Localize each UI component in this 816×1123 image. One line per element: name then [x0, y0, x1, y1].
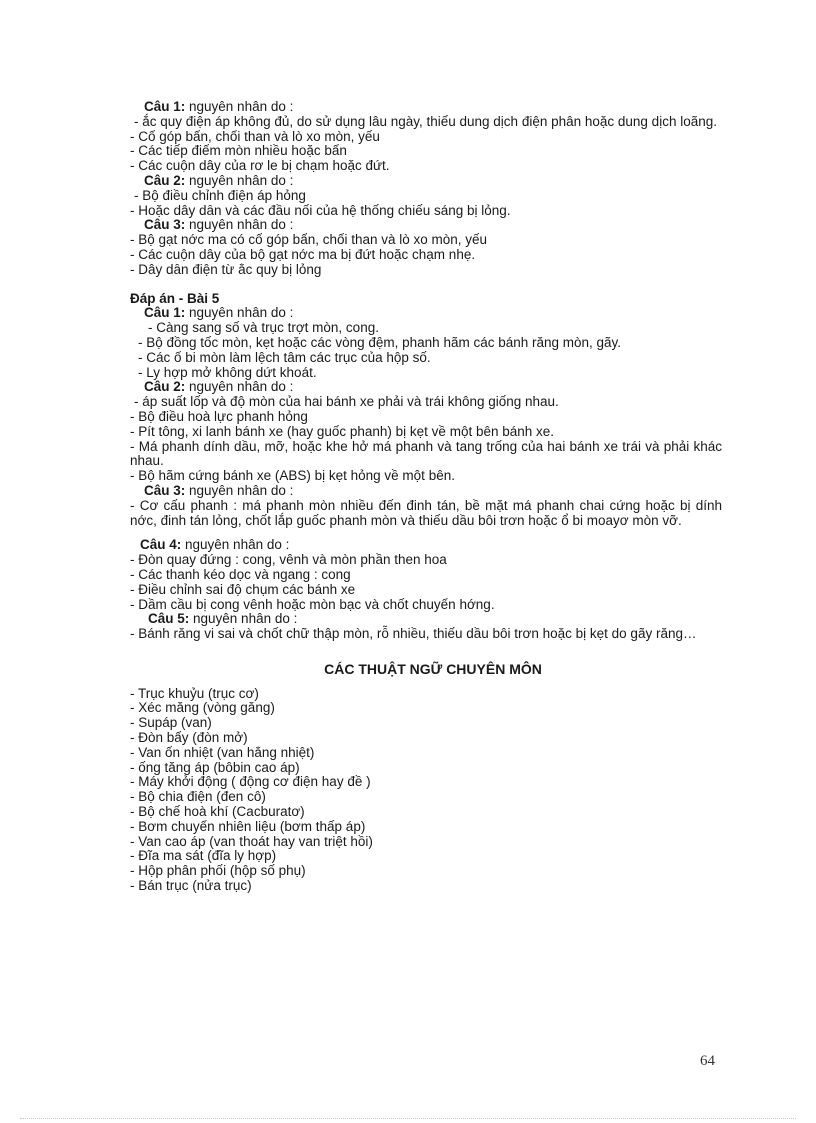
- page-content: [130, 100, 722, 894]
- sec5-q1-item-3: - Ly hợp mở không dứt khoát.: [138, 365, 317, 380]
- sec4-q2-item-0: - Bộ điều chỉnh điện áp hỏng: [134, 188, 306, 203]
- sec5-q2-item-0: - áp suất lốp và độ mòn của hai bánh xe phải và trái không giống nhau.: [134, 395, 559, 410]
- sec4-q3-heading: Câu 3: nguyên nhân do :: [144, 218, 294, 233]
- sec5-q1-item-0: - Càng sang số và trục trợt mòn, cong.: [148, 321, 379, 336]
- terms-heading: CÁC THUẬT NGỮ CHUYÊN MÔN: [324, 660, 542, 677]
- term-item: - Máy khởi động ( động cơ điện hay đề ): [130, 775, 371, 790]
- page-number: 64: [700, 1053, 715, 1069]
- term-item: - ống tăng áp (bôbin cao áp): [130, 760, 300, 775]
- sec4-q1-item-3: - Các cuộn dây của rơ le bị chạm hoặc đứt.: [130, 159, 390, 174]
- sec4-q3-item-2: - Dây dẫn điện từ ắc quy bị lỏng: [130, 262, 322, 277]
- term-item: - Xéc măng (vòng găng): [130, 701, 275, 716]
- sec4-q3-item-0: - Bộ gạt nớc ma có cổ góp bẩn, chổi than và lò xo mòn, yếu: [130, 233, 488, 248]
- term-item: - Van ổn nhiệt (van hằng nhiệt): [130, 745, 315, 760]
- sec5-q5-heading: Câu 5: nguyên nhân do :: [148, 612, 298, 627]
- sec5-q4-item-0: - Đòn quay đứng : cong, vênh và mòn phần then hoa: [130, 553, 447, 568]
- sec5-q4-item-3: - Dầm cầu bị cong vênh hoặc mòn bạc và chốt chuyển hớng.: [130, 597, 495, 612]
- sec4-q1-heading: Câu 1: nguyên nhân do :: [144, 100, 294, 114]
- term-item: - Đĩa ma sát (đĩa ly hợp): [130, 849, 277, 864]
- term-item: - Hộp phân phối (hộp số phụ): [130, 864, 306, 879]
- sec5-q2-heading: Câu 2: nguyên nhân do :: [144, 380, 294, 395]
- sec5-title: Đáp án - Bài 5: [130, 291, 220, 306]
- sec5-q1-heading: Câu 1: nguyên nhân do :: [144, 306, 294, 321]
- sec5-q1-item-1: - Bộ đồng tốc mòn, kẹt hoặc các vòng đệm, phanh hãm các bánh răng mòn, gãy.: [138, 335, 622, 350]
- term-item: - Bơm chuyển nhiên liệu (bơm thấp áp): [130, 819, 366, 834]
- sec5-q3-item-0: - Cơ cấu phanh : má phanh mòn nhiều đến đinh tán, bề mặt má phanh chai cứng hoặc bị dính nớc, đinh tán lỏng, chốt lắp guốc phanh mòn và thiếu dầu bôi trơn hoặc ổ bi moayơ mòn vỡ.: [130, 497, 722, 528]
- sec5-q1-item-2: - Các ổ bi mòn làm lệch tâm các trục của hộp số.: [138, 350, 431, 365]
- sec5-q5-item-0: - Bánh răng vi sai và chốt chữ thập mòn, rỗ nhiều, thiếu dầu bôi trơn hoặc bị kẹt do gãy răng…: [130, 626, 697, 642]
- sec5-q2-item-1: - Bộ điều hoà lực phanh hỏng: [130, 409, 308, 424]
- term-item: - Bộ chế hoà khí (Cacburatơ): [130, 805, 305, 820]
- sec5-q2-item-2: - Pít tông, xi lanh bánh xe (hay guốc phanh) bị kẹt về một bên bánh xe.: [130, 424, 555, 439]
- footer-divider: [20, 1118, 796, 1119]
- sec4-q2-item-1: - Hoặc dây dẫn và các đầu nối của hệ thống chiếu sáng bị lỏng.: [130, 203, 511, 218]
- sec4-q1-item-0: - ắc quy điện áp không đủ, do sử dụng lâu ngày, thiếu dung dịch điện phân hoặc dung dịch loãng.: [134, 113, 717, 129]
- sec4-q1-item-1: - Cổ góp bẩn, chổi than và lò xo mòn, yếu: [130, 129, 380, 144]
- sec4-q2-heading: Câu 2: nguyên nhân do :: [144, 173, 294, 188]
- terms-list: [130, 687, 722, 894]
- term-item: - Bán trục (nửa trục): [130, 879, 252, 894]
- sec5-q4-item-1: - Các thanh kéo dọc và ngang : cong: [130, 567, 351, 582]
- term-item: - Supáp (van): [130, 716, 212, 731]
- term-item: - Đòn bẩy (đòn mở): [130, 731, 248, 746]
- sec5-q2-item-3: - Má phanh dính dầu, mỡ, hoặc khe hở má phanh và tang trống của hai bánh xe trái và phải khác nhau.: [130, 438, 722, 469]
- sec4-q1-item-2: - Các tiếp điểm mòn nhiều hoặc bẩn: [130, 144, 347, 159]
- term-item: - Van cao áp (van thoát hay van triệt hồi): [130, 834, 373, 849]
- sec4-q3-item-1: - Các cuộn dây của bộ gạt nớc ma bị đứt hoặc chạm nhẹ.: [130, 247, 476, 262]
- sec5-q3-heading: Câu 3: nguyên nhân do :: [144, 483, 294, 498]
- sec5-q4-item-2: - Điều chỉnh sai độ chụm các bánh xe: [130, 582, 356, 597]
- sec5-q4-heading: Câu 4: nguyên nhân do :: [140, 538, 290, 553]
- term-item: - Bộ chia điện (đen cô): [130, 790, 266, 805]
- term-item: - Trục khuỷu (trục cơ): [130, 686, 259, 701]
- sec5-q2-item-4: - Bộ hãm cứng bánh xe (ABS) bị kẹt hỏng về một bên.: [130, 469, 455, 484]
